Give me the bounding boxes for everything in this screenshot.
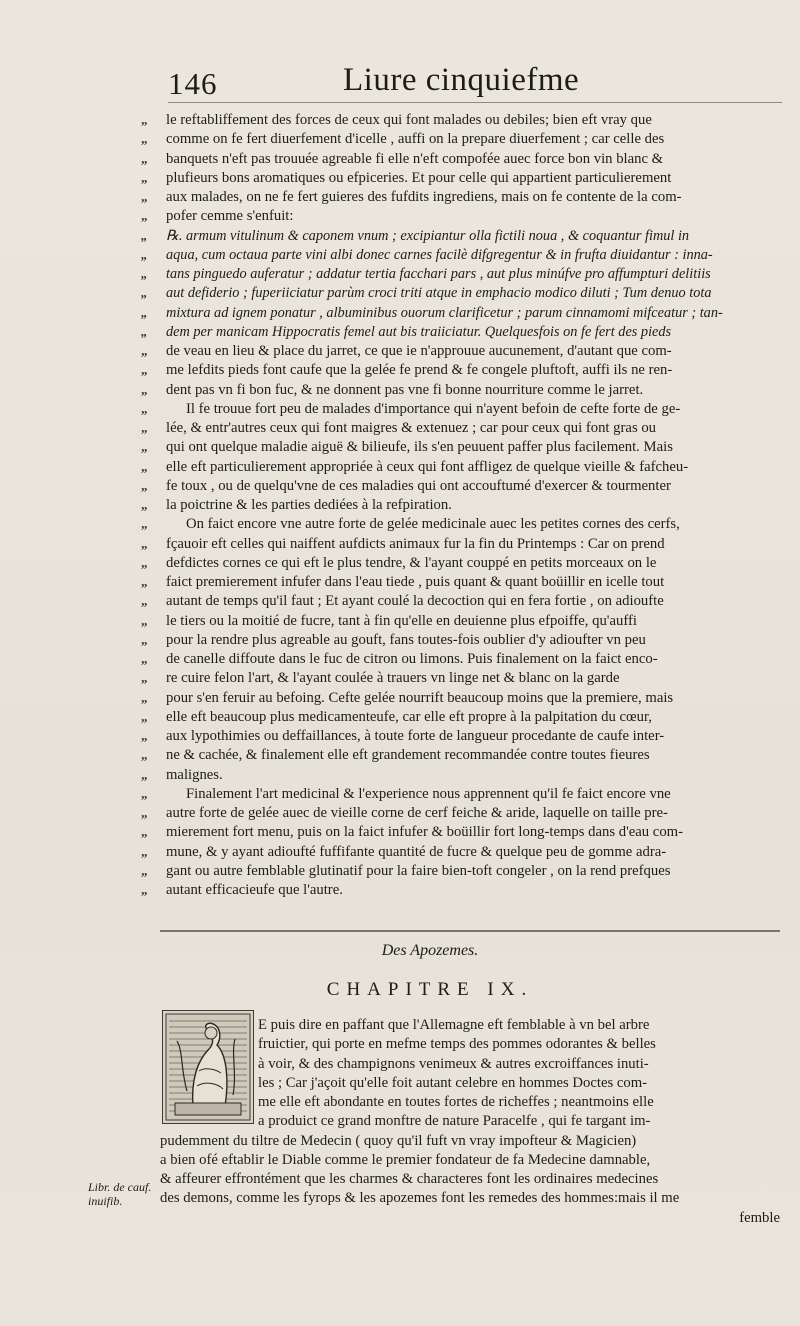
quotation-mark: „ — [141, 150, 148, 166]
quotation-mark: „ — [141, 381, 148, 397]
text-line-content: autant de temps qu'il faut ; Et ayant coulé la decoction qui en fera fortie , on adioufte — [166, 593, 664, 610]
ornamental-initial — [162, 1010, 254, 1124]
quotation-mark: „ — [141, 747, 148, 763]
quotation-mark: „ — [141, 612, 148, 628]
text-line-content: ne & cachée, & finalement elle eft grandement recommandée contre toutes fieures — [166, 747, 650, 764]
quotation-mark: „ — [141, 420, 148, 435]
text-line-content: re cuire felon l'art, & l'ayant coulée à trauers vn linge net & blanc on la garde — [166, 670, 620, 687]
chapter-text-line — [258, 1073, 780, 1093]
text-line — [141, 514, 780, 534]
quotation-mark: „ — [141, 670, 148, 686]
text-line-content: autant efficacieufe que l'autre. — [166, 882, 343, 898]
chapter-text-line-content: E puis dire en paffant que l'Allemagne eft femblable à vn bel arbre — [258, 1017, 650, 1033]
text-line — [141, 707, 780, 727]
quotation-mark: „ — [141, 766, 148, 782]
text-line-content: aqua, cum octaua parte vini albi donec carnes facilè difgregentur & in frufta diuidantur : inna- — [166, 246, 713, 263]
text-line-content: me lefdits pieds font caufe que la gelée fe prend & fe congele pluftoft, auffi ils ne ren- — [166, 362, 673, 379]
text-line-content: comme on fe fert diuerfement d'icelle , auffi on la prepare diuerfement ; car celle des — [166, 131, 665, 148]
text-line-content: de canelle diffoute dans le fuc de citron ou limons. Puis finalement on la faict enco- — [166, 651, 658, 667]
quotation-mark: „ — [141, 458, 148, 474]
quotation-mark: „ — [141, 882, 148, 897]
chapter-text-line — [160, 1169, 780, 1189]
text-line-content: aux lypothimies ou deffaillances, à toute forte de langueur procedante de caufe inter- — [166, 728, 665, 744]
text-line-content: dem per manicam Hippocratis femel aut bis traiiciatur. Quelquesfois on fe fert des pieds — [166, 323, 672, 340]
text-line — [141, 726, 780, 746]
text-line — [141, 129, 780, 149]
text-line — [141, 149, 780, 169]
margin-note-line: Libr. de cauf. — [88, 1180, 152, 1194]
text-line — [141, 534, 780, 554]
quotation-mark: „ — [141, 323, 148, 339]
quotation-mark: „ — [141, 439, 148, 455]
quotation-mark: „ — [141, 554, 148, 570]
text-line-content: le reftabliffement des forces de ceux qui font malades ou debiles; bien eft vray que — [166, 112, 652, 128]
text-line — [141, 842, 780, 862]
chapter-text-line-content: & affeurer effrontément que les charmes & characteres font les ordinaires medecines — [160, 1171, 659, 1187]
header-rule — [168, 102, 782, 103]
text-line — [141, 360, 780, 380]
text-line — [141, 668, 780, 688]
chapter-text-line-content: me elle eft abondante en toutes fortes de richeffes ; neantmoins elle — [258, 1094, 654, 1110]
text-line-content: fçauoir eft celles qui naiffent aufdicts animaux fur la fin du Printemps : Car on prend — [166, 535, 665, 552]
quotation-mark: „ — [141, 343, 148, 358]
page-number: 146 — [168, 66, 218, 101]
text-line-content: qui ont quelque maladie aiguë & bilieufe, ils s'en peuuent paffer plus facilement. Mais — [166, 439, 673, 456]
text-line — [141, 341, 780, 361]
text-line-content: faict premierement infufer dans l'eau tiede , puis quant & quant boüillir en icelle tout — [166, 574, 665, 590]
quotation-mark: „ — [141, 112, 148, 127]
text-line — [141, 206, 780, 226]
quotation-mark: „ — [141, 246, 148, 262]
text-line-content: defdictes cornes ce qui eft le plus tendre, & l'ayant couppé en petits morceaux on le — [166, 554, 657, 571]
chapter-text-line-content: femble — [739, 1209, 780, 1226]
text-line — [141, 784, 780, 804]
chapter-text-line — [258, 1111, 780, 1131]
quotation-mark: „ — [141, 574, 148, 589]
chapter-text-line — [258, 1034, 780, 1054]
text-line — [141, 380, 780, 400]
running-head — [168, 62, 788, 102]
text-line-content: pour s'en feruir au befoing. Cefte gelée nourrift beaucoup moins que la premiere, mais — [166, 689, 674, 706]
text-line-content: mixtura ad ignem ponatur , albuminibus ouorum clarificetur ; parum cinnamomi mifceatur ; tan- — [166, 304, 723, 321]
quotation-mark: „ — [141, 862, 148, 878]
text-line — [141, 303, 780, 323]
text-line-content: On faict encore vne autre forte de gelée medicinale auec les petites cornes des cerfs, — [186, 516, 680, 533]
text-line-content: tans pinguedo auferatur ; addatur tertia facchari pars , aut plus minúfve pro affumpturi delitiis — [166, 266, 711, 282]
quotation-mark: „ — [141, 227, 148, 243]
text-line — [141, 399, 780, 419]
chapter-text-line-content: les ; Car j'açoit qu'elle foit autant celebre en hommes Doctes com- — [258, 1074, 648, 1091]
chapter-text-line-content: a produict ce grand monftre de nature Paracelfe , qui fe targant im- — [258, 1113, 651, 1130]
text-line-content: elle eft beaucoup plus medicamenteufe, car elle eft propre à la palpitation du cœur, — [166, 708, 652, 725]
margin-note — [88, 1180, 158, 1208]
chapter-text-line — [160, 1188, 780, 1208]
text-line-content: gant ou autre femblable glutinatif pour la faire bien-toft congeler , on la rend prefques — [166, 862, 671, 879]
chapter-text-line-content: à voir, & des champignons venimeux & autres excroiffances inuti- — [258, 1055, 649, 1072]
text-line-content: la poictrine & les parties dediées à la refpiration. — [166, 497, 452, 513]
ornamental-initial-illustration — [163, 1011, 253, 1123]
text-line-content: Il fe trouue fort peu de malades d'importance qui n'ayent befoin de cefte forte de ge- — [186, 400, 681, 417]
text-line — [141, 591, 780, 611]
quotation-mark: „ — [141, 843, 148, 859]
text-line — [141, 688, 780, 708]
text-line — [141, 803, 780, 823]
text-line — [141, 437, 780, 457]
quotation-mark: „ — [141, 593, 148, 609]
text-line — [141, 226, 780, 246]
quotation-mark: „ — [141, 131, 148, 147]
chapter-text-line — [160, 1150, 780, 1170]
text-line-content: ℞. armum vitulinum & caponem vnum ; excipiantur olla fictili noua , & coquantur fimul in — [166, 227, 690, 244]
text-line-content: pour la rendre plus agreable au gouft, fans toutes-fois oublier d'y adioufter vn peu — [166, 631, 646, 648]
chapter-text-line-content: a bien ofé eftablir le Diable comme le premier fondateur de fa Medecine damnable, — [160, 1151, 651, 1168]
section-title: Des Apozemes. — [381, 942, 479, 959]
quotation-mark: „ — [141, 631, 148, 647]
text-line-content: banquets n'eft pas trouuée agreable fi elle n'eft compofée auec force bon vin blanc & — [166, 150, 664, 167]
quotation-mark: „ — [141, 266, 148, 281]
text-line — [141, 630, 780, 650]
text-line-content: mierement fort menu, puis on la faict infufer & boüillir fort long-temps dans d'eau com- — [166, 824, 683, 841]
text-line — [141, 649, 780, 669]
text-line-content: plufieurs bons aromatiques ou efpiceries. Et pour celle qui appartient particulierement — [166, 169, 672, 186]
text-line-content: aux malades, on ne fe fert guieres des fufdits ingrediens, mais on fe contente de la com- — [166, 189, 682, 205]
text-line — [141, 283, 780, 303]
text-line-content: pofer cemme s'enfuit: — [166, 208, 294, 225]
text-line-content: Finalement l'art medicinal & l'experience nous apprennent qu'il fe faict encore vne — [186, 785, 671, 802]
quotation-mark: „ — [141, 516, 148, 532]
chapter-text-line-content: pudemment du tiltre de Medecin ( quoy qu'il fuft vn vray impofteur & Magicien) — [160, 1132, 637, 1149]
text-line — [141, 880, 780, 900]
chapter-text-line — [160, 1208, 780, 1228]
quotation-mark: „ — [141, 708, 148, 724]
text-line-content: malignes. — [166, 766, 223, 783]
quotation-mark: „ — [141, 728, 148, 743]
text-line-content: de veau en lieu & place du jarret, ce que ie n'approuue aucunement, d'autant que com- — [166, 343, 672, 359]
text-line — [141, 322, 780, 342]
text-line — [141, 495, 780, 515]
text-line — [141, 264, 780, 284]
margin-note-line: inuifib. — [88, 1194, 123, 1208]
running-title: Liure cinquiefme — [343, 62, 580, 98]
text-line — [141, 245, 780, 265]
text-line-content: dent pas vn fi bon fuc, & ne donnent pas vne fi bonne nourriture comme le jarret. — [166, 381, 644, 398]
text-line — [141, 457, 780, 477]
text-line — [141, 476, 780, 496]
text-line-content: mune, & y ayant adioufté fuffifante quantité de fucre & quelque peu de gomme adra- — [166, 843, 667, 860]
quotation-mark: „ — [141, 208, 148, 224]
text-line-content: lée, & entr'autres ceux qui font maigres & extenuez ; car pour ceux qui font gras ou — [166, 420, 657, 436]
chapter-heading: CHAPITRE IX. — [326, 979, 534, 1000]
quotation-mark: „ — [141, 824, 148, 840]
text-line — [141, 553, 780, 573]
quotation-mark: „ — [141, 400, 148, 416]
quotation-mark: „ — [141, 285, 148, 301]
quotation-mark: „ — [141, 535, 148, 551]
text-line — [141, 611, 780, 631]
chapter-text-line-content: des demons, comme les fyrops & les apozemes font les remedes des hommes:mais il me — [160, 1190, 680, 1207]
text-line — [141, 745, 780, 765]
quotation-mark: „ — [141, 805, 148, 820]
text-line — [141, 110, 780, 130]
text-line-content: aut defiderio ; fuperiiciatur parùm croci triti atque in emphacio modico diluti ; Tum denuo tota — [166, 285, 712, 302]
quotation-mark: „ — [141, 477, 148, 493]
chapter-text-line — [160, 1131, 780, 1151]
chapter-text-line — [258, 1092, 780, 1112]
chapter-text-line — [258, 1054, 780, 1074]
chapter-text-line — [258, 1015, 780, 1035]
text-line-content: fe toux , ou de quelqu'vne de ces maladies qui ont accouftumé d'exercer & tourmenter — [166, 477, 671, 494]
text-line-content: elle eft particulierement appropriée à ceux qui font affligez de quelque vieille & fafcheu- — [166, 458, 689, 475]
text-line-content: autre forte de gelée auec de vieille corne de cerf feiche & aride, laquelle on taille pre- — [166, 805, 668, 821]
text-line — [141, 572, 780, 592]
quotation-mark: „ — [141, 169, 148, 185]
chapter-text-line-content: fruictier, qui porte en mefme temps des pommes odorantes & belles — [258, 1036, 656, 1053]
text-line-content: le tiers ou la moitié de fucre, tant à fin qu'elle en deuienne plus efpoiffe, qu'auffi — [166, 612, 637, 629]
quotation-mark: „ — [141, 362, 148, 378]
quotation-mark: „ — [141, 497, 148, 512]
text-line — [141, 765, 780, 785]
text-line — [141, 822, 780, 842]
section-divider — [160, 930, 780, 932]
quotation-mark: „ — [141, 785, 148, 801]
text-line — [141, 187, 780, 207]
quotation-mark: „ — [141, 189, 148, 204]
quotation-mark: „ — [141, 304, 148, 320]
quotation-mark: „ — [141, 689, 148, 705]
text-line — [141, 861, 780, 881]
quotation-mark: „ — [141, 651, 148, 666]
text-line — [141, 418, 780, 438]
text-line — [141, 168, 780, 188]
